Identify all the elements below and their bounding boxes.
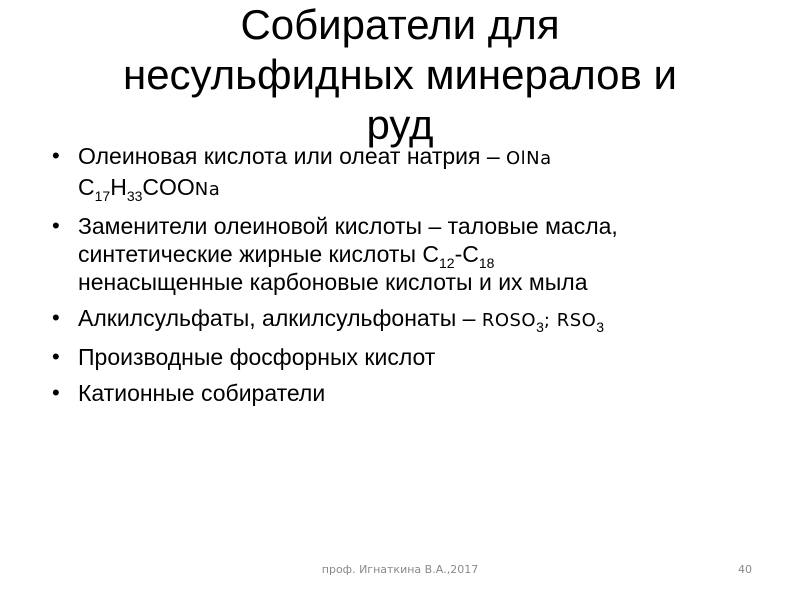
slide-title — [40, 0, 760, 150]
title-line-3: руд — [366, 101, 434, 148]
bullet-item-oleic-acid — [52, 142, 752, 204]
bullet-text: Алкилсульфаты, алкилсульфонаты – — [78, 305, 482, 331]
formula-element: C — [78, 174, 95, 200]
formula-text: ROSO — [481, 310, 537, 331]
formula-element: COO — [142, 174, 195, 200]
formula-element: Na — [194, 179, 221, 200]
formula-text: ; RSO — [543, 310, 597, 331]
bullet-marker: • — [52, 305, 60, 330]
page-number: 40 — [738, 563, 752, 576]
formula-subscript: 17 — [94, 188, 111, 204]
formula-element: H — [110, 174, 127, 200]
formula-subscript: 3 — [596, 319, 605, 335]
bullet-text: Заменители олеиновой кислоты – таловые масла, — [78, 213, 618, 239]
bullet-text: Олеиновая кислота или олеат натрия – — [78, 143, 507, 169]
footer-author: проф. Игнаткина В.А.,2017 — [321, 563, 479, 576]
bullet-text: Производные фосфорных кислот — [78, 344, 436, 370]
formula-subscript: 33 — [126, 188, 143, 204]
formula-subscript: 12 — [438, 255, 455, 271]
bullet-marker: • — [52, 344, 60, 369]
bullet-marker: • — [52, 213, 60, 238]
bullet-item-substitutes — [52, 212, 752, 296]
formula-subscript: 3 — [536, 319, 544, 335]
bullet-text: ненасыщенные карбоновые кислоты и их мыла — [78, 269, 588, 295]
bullet-marker: • — [52, 143, 60, 168]
bullet-text: синтетические жирные кислоты С — [78, 241, 439, 267]
bullet-item-phosphoric — [52, 343, 752, 371]
formula-text: OlNa — [506, 148, 552, 169]
title-line-1: Собиратели для — [240, 1, 560, 48]
bullet-text: -С — [454, 241, 479, 267]
bullet-list — [52, 142, 752, 415]
formula-subscript: 18 — [478, 255, 495, 271]
bullet-item-cationic — [52, 379, 752, 407]
bullet-item-alkyl-sulfates — [52, 304, 752, 335]
bullet-text: Катионные собиратели — [78, 380, 326, 406]
bullet-marker: • — [52, 380, 60, 405]
title-line-2: несульфидных минералов и — [123, 51, 677, 98]
